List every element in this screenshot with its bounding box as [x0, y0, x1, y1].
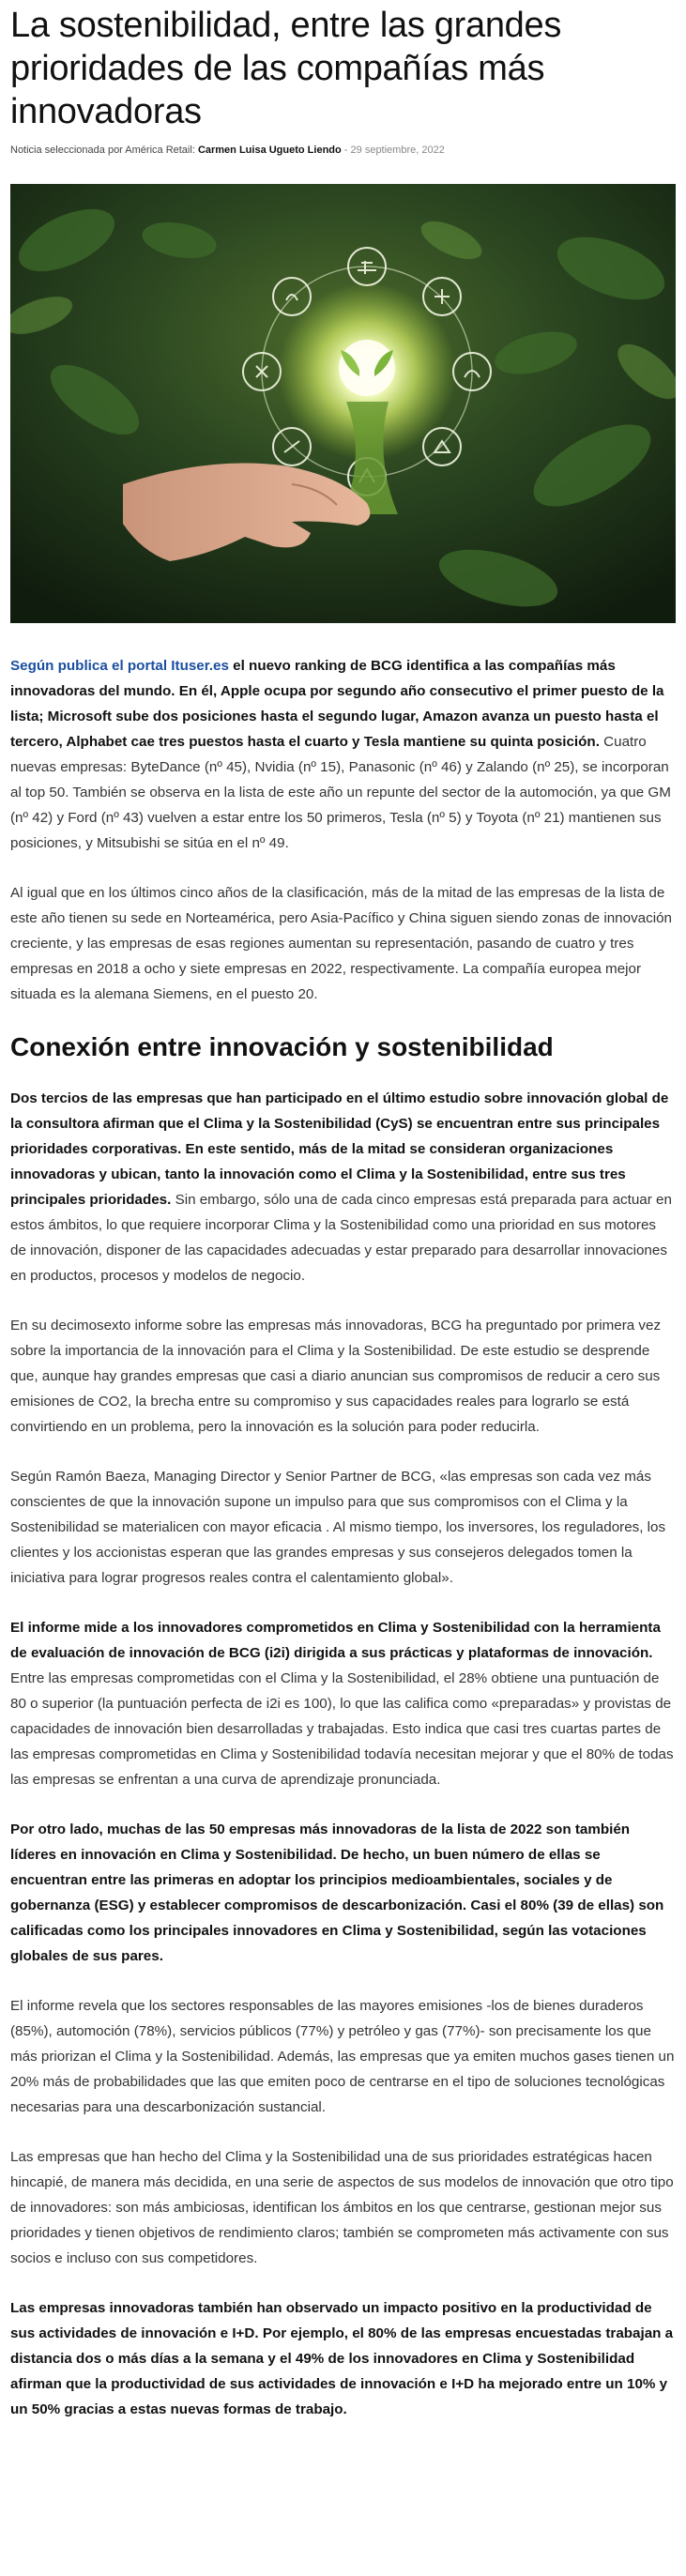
paragraph-8: El informe revela que los sectores responsables de las mayores emisiones -los de bienes duraderos (85%), automoción (78%), servicios públicos (77%) y petróleo y gas (77%)- son precisamente los que más priorizan el Clima y la Sostenibilidad. Además, las empresas que ya emiten muchos gases tienen un 20% más de probabilidades que las que emiten poco de centrarse en el tipo de soluciones tecnológicas necesarias para una descarbonización sustancial.	[10, 1998, 675, 2115]
p10-bold: Las empresas innovadoras también han observado un impacto positivo en la productividad de sus actividades de innovación e I+D. Por ejemplo, el 80% de las empresas encuestadas trabajan a distancia dos o más días a la semana y el 49% de los innovadores en Clima y Sostenibilidad afirman que la productividad de sus actividades de innovación e I+D ha mejorado entre un 10% y un 50% gracias a estas nuevas formas de trabajo.	[10, 2300, 674, 2417]
article-container	[0, 4, 686, 2422]
paragraph-1	[10, 653, 676, 856]
paragraph-5: Según Ramón Baeza, Managing Director y Senior Partner de BCG, «las empresas son cada vez más conscientes de que la innovación supone un impulso para que sus compromisos con el Clima y la Sostenibilidad se materialicen con mayor eficacia . Al mismo tiempo, los inversores, los reguladores, los clientes y los accionistas esperan que las grandes empresas y sus consejeros delegados tomen la iniciativa para lograr progresos reales contra el calentamiento global».	[10, 1469, 666, 1586]
source-link[interactable]: Según publica el portal Ituser.es	[10, 658, 229, 674]
author-link[interactable]: Carmen Luisa Ugueto Liendo	[197, 145, 342, 156]
hero-image	[10, 184, 676, 623]
p1-rest: Cuatro nuevas empresas: ByteDance (nº 45), Nvidia (nº 15), Panasonic (nº 46) y Zalando (nº 25), se incorporan al top 50. También se observa en la lista de este año un repunte del sector de la automoción, ya que GM (nº 42) y Ford (nº 43) vuelven a estar entre los 50 primeros, Tesla (nº 5) y Toyota (nº 21) mantienen sus posiciones, y Mitsubishi se sitúa en el nº 49.	[10, 734, 671, 851]
meta-prefix: Noticia seleccionada por América Retail:	[10, 145, 195, 156]
article-title: La sostenibilidad, entre las grandes prioridades de las compañías más innovadoras	[10, 6, 562, 131]
p3-bold: Dos tercios de las empresas que han participado en el último estudio sobre innovación global de la consultora afirman que el Clima y la Sostenibilidad (CyS) se encuentran entre sus principales prioridades corporativas. En este sentido, más de la mitad se consideran organizaciones innovadoras y ubican, tanto la innovación como el Clima y la Sostenibilidad, entre sus tres principales prioridades.	[10, 1090, 669, 1208]
p6-bold: El informe mide a los innovadores comprometidos en Clima y Sostenibilidad con la herramienta de evaluación de innovación de BCG (i2i) dirigida a sus prácticas y plataformas de innovación.	[10, 1620, 661, 1661]
paragraph-7	[10, 1817, 676, 1969]
article-meta	[10, 145, 676, 156]
paragraph-10	[10, 2295, 676, 2422]
section-heading: Conexión entre innovación y sostenibilidad	[10, 1032, 554, 1061]
paragraph-9: Las empresas que han hecho del Clima y la Sostenibilidad una de sus prioridades estratégicas hacen hincapié, de manera más decidida, en una serie de aspectos de sus modelos de innovación que otro tipo de innovadores: son más ambiciosas, identifican los ámbitos en los que centrarse, gestionan mejor sus prioridades y tienen objetivos de rendimiento claros; también se comprometen más activamente con sus socios e incluso con sus competidores.	[10, 2149, 674, 2266]
publish-date: 29 septiembre, 2022	[350, 145, 445, 156]
p7-bold: Por otro lado, muchas de las 50 empresas más innovadoras de la lista de 2022 son también líderes en innovación en Clima y Sostenibilidad. De hecho, un buen número de ellas se encuentran entre las primeras en adoptar los principios medioambientales, sociales y de gobernanza (ESG) y establecer compromisos de descarbonización. Casi el 80% (39 de ellas) son calificadas como los principales innovadores en Clima y Sostenibilidad, según las votaciones globales de sus pares.	[10, 1821, 664, 1964]
paragraph-3	[10, 1086, 676, 1288]
paragraph-6	[10, 1615, 676, 1792]
meta-separator: -	[343, 145, 348, 156]
p1-bold: el nuevo ranking de BCG identifica a las compañías más innovadoras del mundo. En él, Apple ocupa por segundo año consecutivo el primer puesto de la lista; Microsoft sube dos posiciones hasta el segundo lugar, Amazon avanza un puesto hasta el tercero, Alphabet cae tres puestos hasta el cuarto y Tesla mantiene su quinta posición.	[10, 658, 664, 750]
p6-rest: Entre las empresas comprometidas con el Clima y la Sostenibilidad, el 28% obtiene una puntuación de 80 o superior (la puntuación perfecta de i2i es 100), lo que las califica como «preparadas» y provistas de capacidades de innovación bien desarrolladas y trabajadas. Esto indica que casi tres cuartas partes de las empresas comprometidas en Clima y Sostenibilidad todavía necesitan mejorar y que el 80% de todas las empresas se enfrentan a una curva de aprendizaje pronunciada.	[10, 1670, 674, 1788]
paragraph-2: Al igual que en los últimos cinco años de la clasificación, más de la mitad de las empresas de la lista de este año tienen su sede en Norteamérica, pero Asia-Pacífico y China siguen siendo zonas de innovación creciente, y las empresas de esas regiones aumentan su representación, pasando de cuatro y tres empresas en 2018 a ocho y siete empresas en 2022, respectivamente. La compañía europea mejor situada es la alemana Siemens, en el puesto 20.	[10, 885, 672, 1002]
p3-rest: Sin embargo, sólo una de cada cinco empresas está preparada para actuar en estos ámbitos, lo que requiere incorporar Clima y la Sostenibilidad como una prioridad en sus motores de innovación, disponer de las capacidades adecuadas y estar preparado para desarrollar innovaciones en productos, procesos y modelos de negocio.	[10, 1192, 672, 1284]
paragraph-4: En su decimosexto informe sobre las empresas más innovadoras, BCG ha preguntado por primera vez sobre la importancia de la innovación para el Clima y la Sostenibilidad. De este estudio se desprende que, aunque hay grandes empresas que casi a diario anuncian sus compromisos de reducir a cero sus emisiones de CO2, la brecha entre su compromiso y sus capacidades reales para lograrlo se está convirtiendo en un problema, pero la innovación es la solución para poder reducirla.	[10, 1318, 662, 1435]
